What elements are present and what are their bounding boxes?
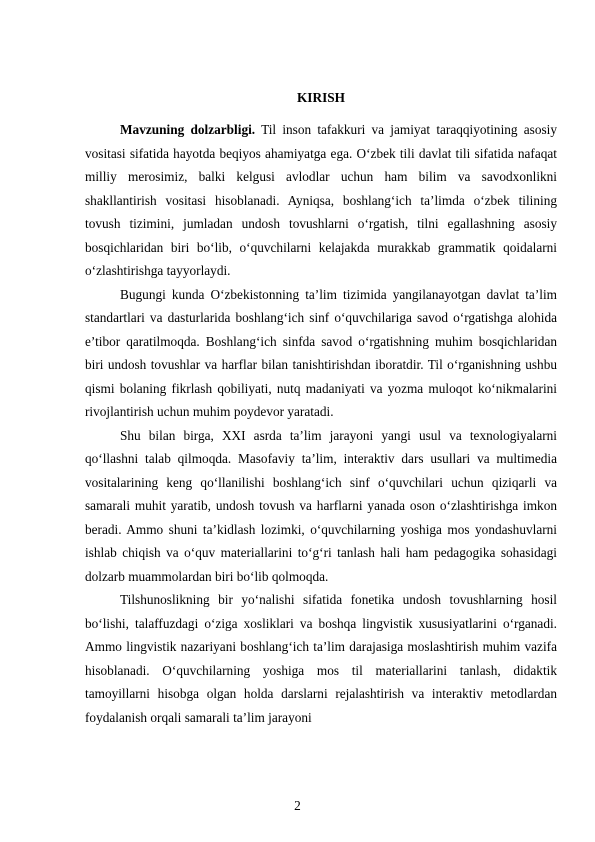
paragraph-text: Bugungi kunda O‘zbekistonning ta’lim tizimida yangilanayotgan davlat ta’lim standartlari va dasturlarida boshlang‘ich sinf o‘quvchilariga savod o‘rgatishga alohida e’tibor qaratilmoqda. Boshlang‘ich sinfda savod o‘rgatishning muhim bosqichlaridan biri undosh tovushlar va harflar bilan tanishtirishdan iboratdir. Til o‘rganishning ushbu qismi bolaning fikrlash qobiliyati, nutq madaniyati va yozma muloqot ko‘nikmalarini rivojlantirish uchun muhim poydevor yaratadi.	[85, 286, 557, 419]
document-page	[85, 88, 557, 729]
paragraph-text: Shu bilan birga, XXI asrda ta’lim jarayoni yangi usul va texnologiyalarni qo‘llashni talab qilmoqda. Masofaviy ta’lim, interaktiv dars usullari va multimedia vositalarining keng qo‘llanilishi boshlang‘ich sinf o‘quvchilari uchun qiziqarli va samarali muhit yaratib, undosh tovush va harflarni yanada oson o‘zlashtirishga imkon beradi. Ammo shuni ta’kidlash lozimki, o‘quvchilarning yoshiga mos yondashuvlarni ishlab chiqish va o‘quv materiallarini to‘g‘ri tanlash hali ham pedagogika sohasidagi dolzarb muammolardan biri bo‘lib qolmoqda.	[85, 427, 557, 584]
page-number: 2	[294, 798, 301, 813]
section-title: KIRISH	[296, 90, 346, 105]
paragraph-text: Til inson tafakkuri va jamiyat taraqqiyotining asosiy vositasi sifatida hayotda beqiyos ahamiyatga ega. O‘zbek tili davlat tili sifatida nafaqat milliy merosimiz, balki kelgusi avlodlar uchun ham bilim va savodxonlikni shakllantirish vositasi hisoblanadi. Ayniqsa, boshlang‘ich ta’limda o‘zbek tilining tovush tizimini, jumladan undosh tovushlarni o‘rgatish, tilni egallashning asosiy bosqichlaridan biri bo‘lib, o‘quvchilarni kelajakda murakkab grammatik qoidalarni o‘zlashtirishga tayyorlaydi.	[85, 122, 558, 278]
paragraph-education-system	[85, 283, 557, 424]
paragraph-modern-methods	[85, 424, 557, 589]
paragraph-lead: Mavzuning dolzarbligi.	[120, 122, 256, 137]
paragraph-phonetics	[85, 588, 557, 729]
paragraph-relevance	[85, 118, 557, 283]
paragraph-text: Tilshunoslikning bir yo‘nalishi sifatida fonetika undosh tovushlarning hosil bo‘lishi, talaffuzdagi o‘ziga xosliklari va boshqa lingvistik xususiyatlarini o‘rganadi. Ammo lingvistik nazariyani boshlang‘ich ta’lim darajasiga moslashtirish muhim vazifa hisoblanadi. O‘quvchilarning yoshiga mos til materiallarini tanlash, didaktik tamoyillarni hisobga olgan holda darslarni rejalashtirish va interaktiv metodlardan foydalanish orqali samarali ta’lim jarayoni	[85, 592, 557, 725]
